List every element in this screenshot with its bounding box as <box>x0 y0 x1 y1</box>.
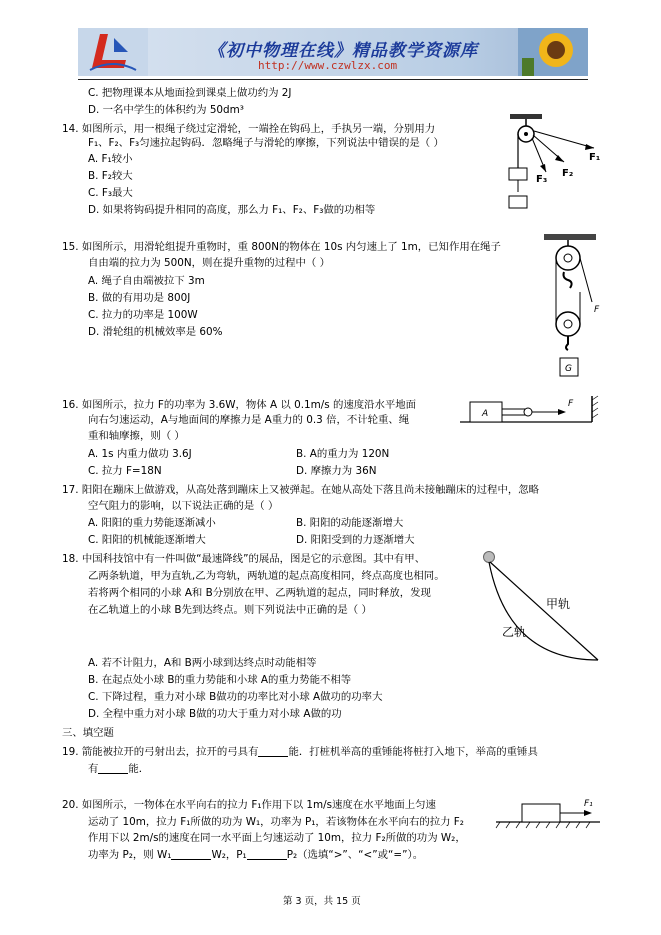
q20-force-label: F₁ <box>584 799 593 809</box>
q16-stem-line2: 向右匀速运动，A与地面间的摩擦力是 A重力的 0.3 倍，不计轮重、绳 <box>88 414 410 426</box>
q18-option-b: B. 在起点处小球 B的重力势能和小球 A的重力势能不相等 <box>88 674 352 686</box>
q16-option-a: A. 1s 内重力做功 3.6J <box>88 448 192 460</box>
q18-stem-line2: 乙两条轨道，甲为直轨,乙为弯轨，两轨道的起点高度相同，终点高度也相同。 <box>88 570 445 582</box>
q18-option-d: D. 全程中重力对小球 B做的功大于重力对小球 A做的功 <box>88 708 342 720</box>
q15-option-b: B. 做的有用功是 800J <box>88 292 191 304</box>
q15-stem-line1: 15. 如图所示，用滑轮组提升重物时，重 800N的物体在 10s 内匀速上了 1m，已知作用在绳子 <box>62 241 501 253</box>
q20-stem-line1: 20. 如图所示，一物体在水平向右的拉力 F₁作用下以 1m/s速度在水平地面上匀速 <box>62 799 436 811</box>
q16-block-figure <box>458 392 604 432</box>
header-banner <box>78 28 588 76</box>
q20-line4 <box>88 848 423 862</box>
q15-pulley-system-figure <box>534 232 606 382</box>
q19-text-1a: 19. 箭能被拉开的弓射出去，拉开的弓具有 <box>62 746 259 758</box>
q15-option-a: A. 绳子自由端被拉下 3m <box>88 275 205 287</box>
q14-label-f2: F₂ <box>562 168 574 179</box>
site-logo <box>78 28 148 76</box>
q19-line1 <box>62 745 538 759</box>
q20-stem-line3: 作用下以 2m/s的速度在同一水平面上匀速运动了 10m，拉力 F₂所做的功为 W₂， <box>88 832 466 844</box>
q18-stem-line4: 在乙轨道上的小球 B先到达终点。则下列说法中正确的是（ ） <box>88 604 372 616</box>
section-fill-in-title: 三、填空题 <box>62 727 114 739</box>
q14-option-c: C. F₃最大 <box>88 187 133 199</box>
q17-option-c: C. 阳阳的机械能逐渐增大 <box>88 534 206 546</box>
q16-force-label: F <box>568 399 574 409</box>
q15-option-c: C. 拉力的功率是 100W <box>88 309 198 321</box>
q14-stem-line2: F₁、F₂、F₃匀速拉起钩码．忽略绳子与滑轮的摩擦，下列说法中错误的是（ ） <box>88 137 444 149</box>
q18-option-a: A. 若不计阻力，A和 B两小球到达终点时动能相等 <box>88 657 317 669</box>
banner-url[interactable]: http://www.czwlzx.com <box>258 59 398 72</box>
q19-blank-2[interactable] <box>98 762 128 774</box>
q18-stem-line3: 若将两个相同的小球 A和 B分别放在甲、乙两轨道的起点，同时释放，发现 <box>88 587 431 599</box>
banner-title: 《初中物理在线》精品教学资源库 <box>208 41 478 61</box>
q14-label-f3: F₃ <box>536 174 548 185</box>
q14-option-a: A. F₁较小 <box>88 153 133 165</box>
q18-label-yi: 乙轨 <box>502 625 527 639</box>
q20-text-4b: W₂，P₁ <box>211 849 247 861</box>
q15-force-label: F <box>594 305 600 315</box>
q17-option-a: A. 阳阳的重力势能逐渐减小 <box>88 517 216 529</box>
q16-stem-line1: 16. 如图所示，拉力 F的功率为 3.6W，物体 A 以 0.1m/s 的速度沿水平地面 <box>62 399 417 411</box>
header-rule <box>78 79 588 80</box>
q14-label-f1: F₁ <box>589 152 601 163</box>
q17-option-b: B. 阳阳的动能逐渐增大 <box>296 517 404 529</box>
q13-option-c: C. 把物理课本从地面捡到课桌上做功约为 2J <box>88 87 292 99</box>
page-number: 第 3 页，共 15 页 <box>283 896 361 907</box>
q15-weight-label: G <box>565 364 572 374</box>
q20-text-4a: 功率为 P₂，则 W₁ <box>88 849 172 861</box>
q20-blank-w[interactable] <box>171 848 211 860</box>
q20-block-figure <box>494 794 604 830</box>
q13-option-d: D. 一名中学生的体积约为 50dm³ <box>88 104 244 116</box>
q16-option-d: D. 摩擦力为 36N <box>296 465 377 477</box>
q18-track-figure <box>480 548 604 676</box>
q19-text-1b: 能．打桩机举高的重锤能将桩打入地下，举高的重锤具 <box>288 746 538 758</box>
q16-block-label: A <box>482 409 489 419</box>
sunflower-image <box>518 28 588 76</box>
q20-stem-line2: 运动了 10m，拉力 F₁所做的功为 W₁，功率为 P₁，若该物体在水平向右的拉力 F₂ <box>88 816 464 828</box>
q18-stem-line1: 18. 中国科技馆中有一件叫做“最速降线”的展品，图是它的示意图。其中有甲、 <box>62 553 426 565</box>
q17-option-d: D. 阳阳受到的力逐渐增大 <box>296 534 415 546</box>
q14-option-b: B. F₂较大 <box>88 170 133 182</box>
q18-label-jia: 甲轨 <box>546 597 571 611</box>
q18-option-c: C. 下降过程，重力对小球 B做功的功率比对小球 A做功的功率大 <box>88 691 383 703</box>
q17-stem-line1: 17. 阳阳在蹦床上做游戏，从高处落到蹦床上又被弹起。在她从高处下落且尚未接触蹦床的过程中，忽略 <box>62 484 540 496</box>
q16-option-c: C. 拉力 F=18N <box>88 465 162 477</box>
q19-line2 <box>88 762 149 776</box>
q19-text-2a: 有 <box>88 763 99 775</box>
q15-stem-line2: 自由端的拉力为 500N，则在提升重物的过程中（ ） <box>88 257 331 269</box>
q15-option-d: D. 滑轮组的机械效率是 60% <box>88 326 223 338</box>
q19-blank-1[interactable] <box>258 745 288 757</box>
q16-option-b: B. A的重力为 120N <box>296 448 390 460</box>
q20-blank-p[interactable] <box>247 848 287 860</box>
q17-stem-line2: 空气阻力的影响，以下说法正确的是（ ） <box>88 500 279 512</box>
q19-text-2b: 能． <box>128 763 150 775</box>
q14-pulley-figure <box>498 112 602 224</box>
q20-text-4c: P₂（选填“>”、“<”或“=”）。 <box>286 849 424 861</box>
q14-stem-line1: 14. 如图所示，用一根绳子绕过定滑轮，一端拴在钩码上，手执另一端，分别用力 <box>62 123 436 135</box>
q14-option-d: D. 如果将钩码提升相同的高度，那么力 F₁、F₂、F₃做的功相等 <box>88 204 376 216</box>
q16-stem-line3: 重和轴摩擦，则（ ） <box>88 430 185 442</box>
